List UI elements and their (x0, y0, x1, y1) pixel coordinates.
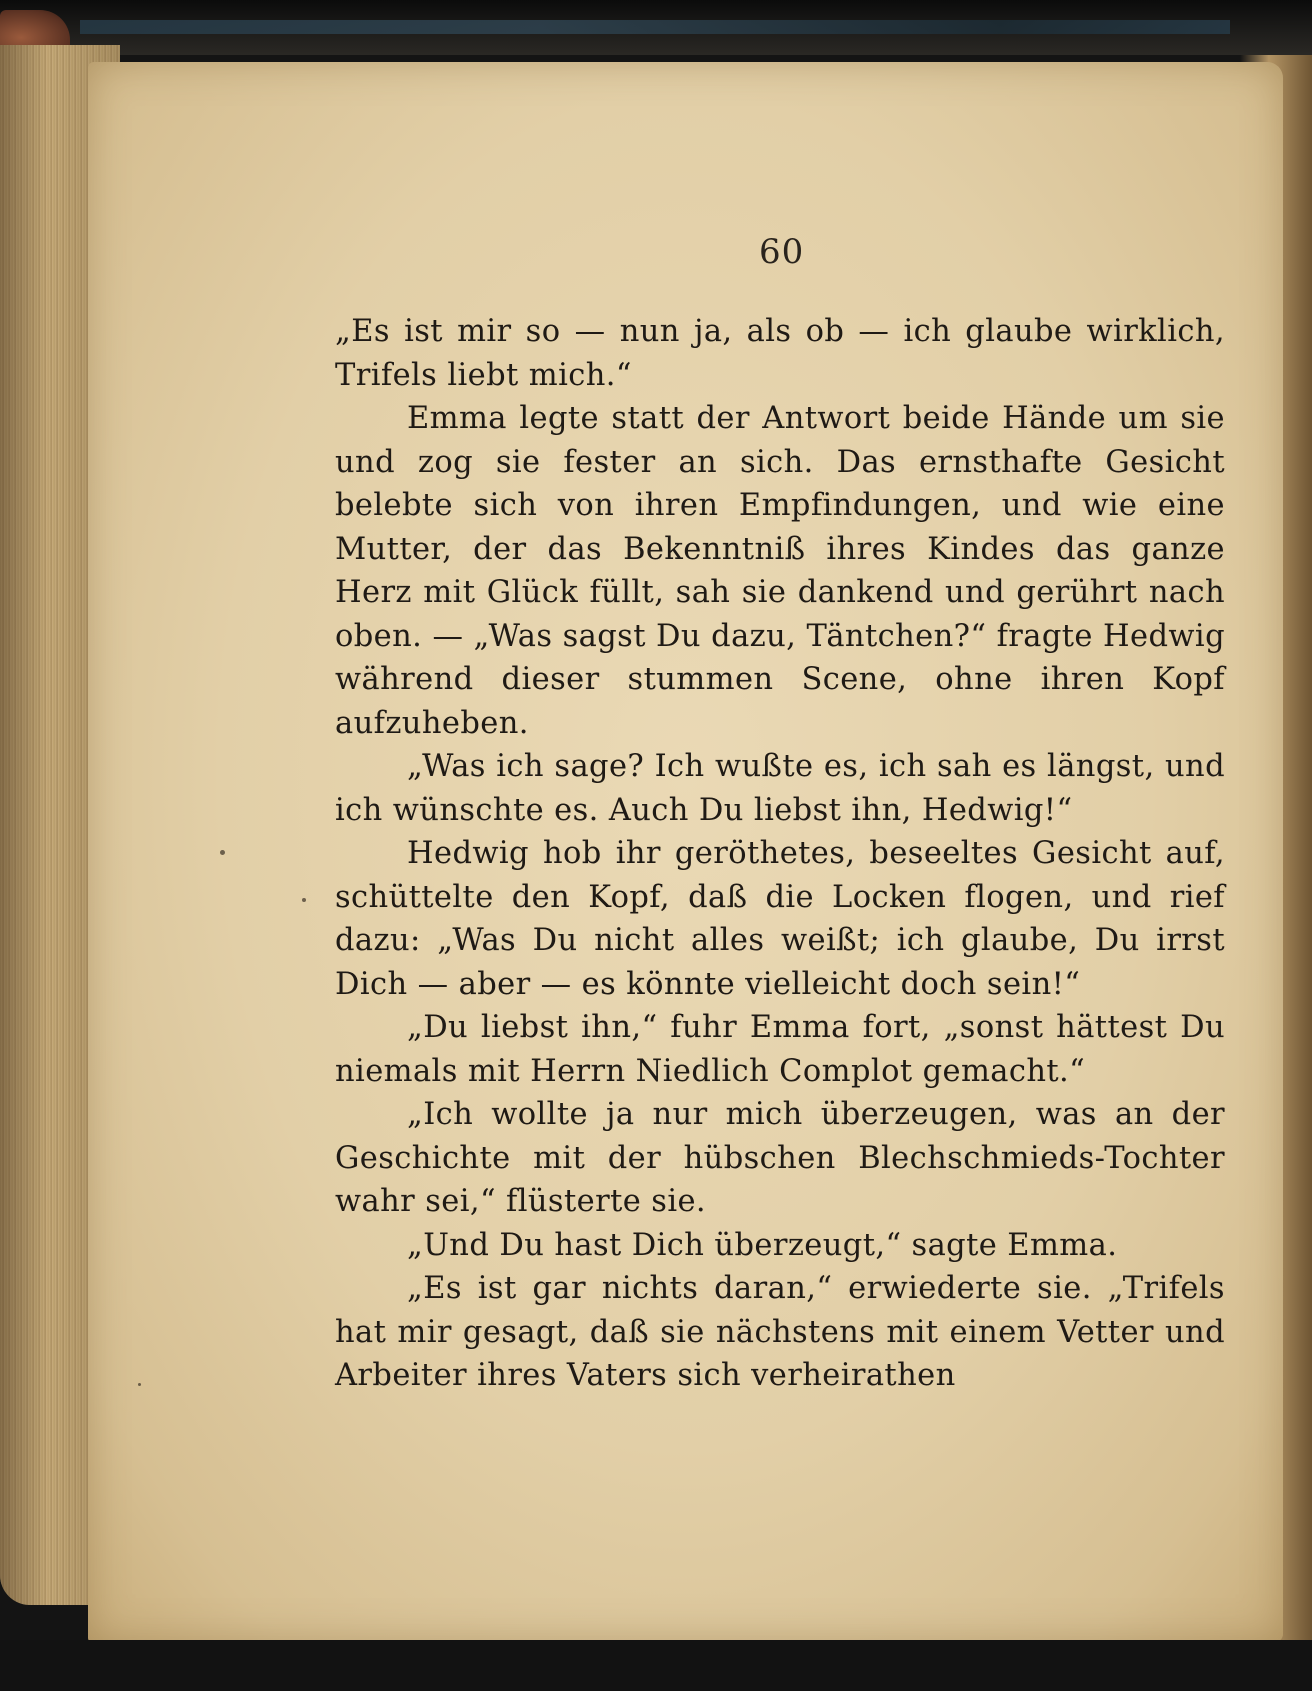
paragraph-1: „Es ist mir so — nun ja, als ob — ich glaube wirklich, Trifels liebt mich.“ (335, 314, 1225, 393)
paragraph-8: „Es ist gar nichts daran,“ erwiederte sie. „Trifels hat mir gesagt, daß sie nächstens mit einem Vetter und Arbeiter ihres Vaters sich verheirathen (335, 1271, 1225, 1393)
ink-speck (220, 850, 225, 855)
ink-speck (302, 898, 306, 902)
book-binding-top (0, 0, 1312, 55)
page-text (335, 310, 1225, 1398)
paragraph-7: „Und Du hast Dich überzeugt,“ sagte Emma. (407, 1227, 1118, 1263)
paragraph-3: „Was ich sage? Ich wußte es, ich sah es längst, und ich wünschte es. Auch Du liebst ihn, Hedwig!“ (335, 749, 1225, 828)
page-number: 60 (759, 232, 805, 272)
ink-speck (138, 1383, 141, 1386)
paragraph-6: „Ich wollte ja nur mich überzeugen, was an der Geschichte mit der hübschen Blechschmieds-Tochter wahr sei,“ flüsterte sie. (335, 1097, 1225, 1219)
paragraph-5: „Du liebst ihn,“ fuhr Emma fort, „sonst hättest Du niemals mit Herrn Niedlich Complot gemacht.“ (335, 1010, 1225, 1089)
paragraph-2: Emma legte statt der Antwort beide Hände um sie und zog sie fester an sich. Das ernsthafte Gesicht belebte sich von ihren Empfindungen, und wie eine Mutter, der das Bekenntniß ihres Kindes das ganze Herz mit Glück füllt, sah sie dankend und gerührt nach oben. — „Was sagst Du dazu, Täntchen?“ fragte Hedwig während dieser stummen Scene, ohne ihren Kopf aufzuheben. (335, 401, 1225, 741)
paragraph-4: Hedwig hob ihr geröthetes, beseeltes Gesicht auf, schüttelte den Kopf, daß die Locken flogen, und rief dazu: „Was Du nicht alles weißt; ich glaube, Du irrst Dich — aber — es könnte vielleicht doch sein!“ (335, 836, 1225, 1002)
scan-background-bottom (0, 1640, 1312, 1691)
